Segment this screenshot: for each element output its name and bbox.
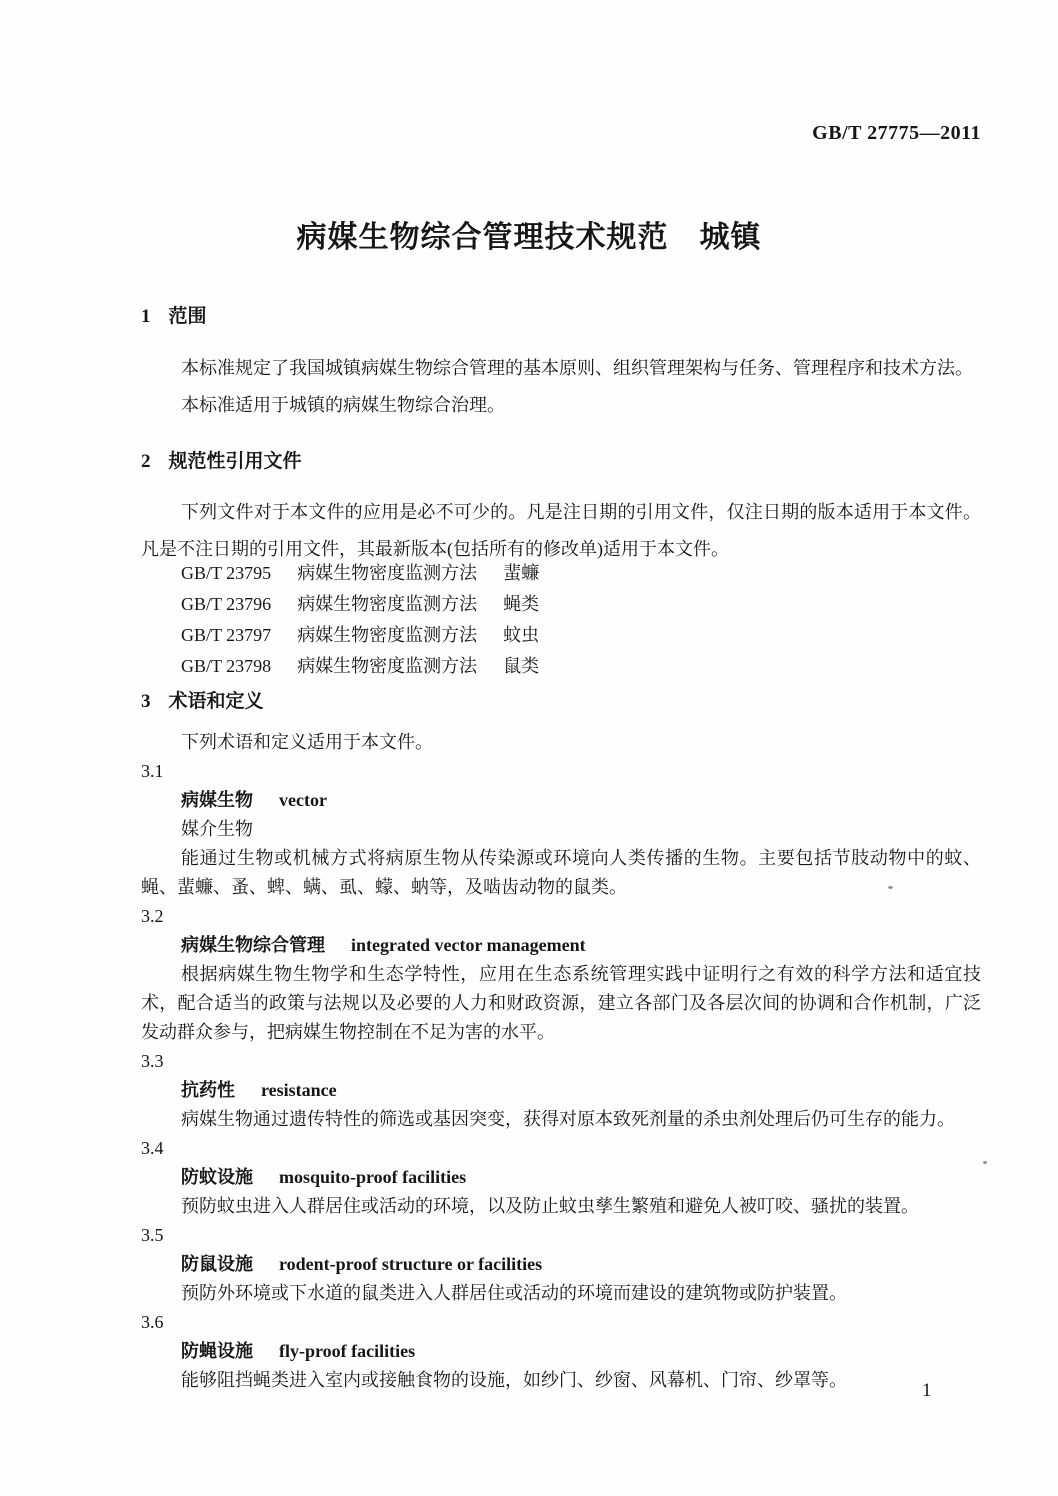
term-en: integrated vector management — [351, 935, 586, 955]
section-2-body — [141, 494, 981, 568]
reference-code: GB/T 23798 — [181, 656, 272, 676]
term-entry — [141, 1337, 981, 1366]
term-entry — [141, 786, 981, 815]
term-zh: 防蚊设施 — [181, 1167, 253, 1187]
section-title: 范围 — [168, 306, 207, 327]
section-3-heading — [141, 690, 981, 714]
term-en: resistance — [261, 1080, 337, 1100]
term-number: 3.2 — [141, 906, 164, 926]
scan-speck — [888, 886, 893, 889]
term-zh: 病媒生物 — [181, 790, 253, 810]
paragraph: 本标准适用于城镇的病媒生物综合治理。 — [181, 395, 505, 415]
term-definition: 预防外环境或下水道的鼠类进入人群居住或活动的环境而建设的建筑物或防护装置。 — [181, 1283, 847, 1303]
term-en: vector — [279, 790, 327, 810]
term-zh: 防蝇设施 — [181, 1341, 253, 1361]
reference-code: GB/T 23796 — [181, 594, 272, 614]
term-entry — [141, 931, 981, 960]
term-entry — [141, 1163, 981, 1192]
page-number: 1 — [922, 1380, 932, 1401]
term-entry — [141, 1076, 981, 1105]
standard-code: GB/T 27775—2011 — [812, 122, 981, 144]
reference-item — [141, 589, 981, 620]
terms-intro: 下列术语和定义适用于本文件。 — [181, 732, 433, 752]
term-number: 3.5 — [141, 1225, 164, 1245]
reference-code: GB/T 23795 — [181, 563, 272, 583]
normative-references-list — [141, 558, 981, 682]
reference-subject: 鼠类 — [503, 656, 540, 676]
paragraph: 下列文件对于本文件的应用是必不可少的。凡是注日期的引用文件，仅注日期的版本适用于本文件。凡是不注日期的引用文件，其最新版本(包括所有的修改单)适用于本文件。 — [141, 502, 981, 559]
term-definition: 预防蚊虫进入人群居住或活动的环境，以及防止蚊虫孳生繁殖和避免人被叮咬、骚扰的装置。 — [181, 1196, 919, 1216]
scan-speck — [983, 1161, 987, 1164]
reference-title: 病媒生物密度监测方法 — [297, 594, 478, 614]
term-number: 3.6 — [141, 1312, 164, 1332]
term-definition: 能够阻挡蝇类进入室内或接触食物的设施，如纱门、纱窗、风幕机、门帘、纱罩等。 — [181, 1370, 847, 1390]
section-1-body — [141, 350, 981, 424]
term-number: 3.1 — [141, 761, 164, 781]
term-definition: 能通过生物或机械方式将病原生物从传染源或环境向人类传播的生物。主要包括节肢动物中的蚊、蝇、蜚蠊、蚤、蜱、螨、虱、蠓、蚋等，及啮齿动物的鼠类。 — [141, 848, 981, 897]
document-title: 病媒生物综合管理技术规范 城镇 — [296, 221, 762, 254]
reference-code: GB/T 23797 — [181, 625, 272, 645]
term-zh: 病媒生物综合管理 — [181, 935, 325, 955]
reference-title: 病媒生物密度监测方法 — [297, 625, 478, 645]
terms-and-definitions — [141, 728, 981, 1395]
reference-subject: 蜚蠊 — [503, 563, 540, 583]
term-entry — [141, 1250, 981, 1279]
reference-subject: 蚊虫 — [503, 625, 540, 645]
section-number: 1 — [141, 306, 151, 327]
paragraph: 本标准规定了我国城镇病媒生物综合管理的基本原则、组织管理架构与任务、管理程序和技术方法。 — [181, 358, 973, 378]
section-number: 2 — [141, 451, 151, 472]
term-en: mosquito-proof facilities — [279, 1167, 467, 1187]
section-number: 3 — [141, 691, 151, 712]
section-title: 术语和定义 — [168, 691, 264, 712]
term-alias: 媒介生物 — [181, 819, 253, 839]
reference-title: 病媒生物密度监测方法 — [297, 563, 478, 583]
reference-item — [141, 620, 981, 651]
term-en: fly-proof facilities — [279, 1341, 416, 1361]
term-definition: 病媒生物通过遗传特性的筛选或基因突变，获得对原本致死剂量的杀虫剂处理后仍可生存的能力。 — [181, 1109, 955, 1129]
term-zh: 防鼠设施 — [181, 1254, 253, 1274]
reference-subject: 蝇类 — [503, 594, 540, 614]
section-title: 规范性引用文件 — [168, 451, 302, 472]
term-definition: 根据病媒生物生物学和生态学特性，应用在生态系统管理实践中证明行之有效的科学方法和适宜技术，配合适当的政策与法规以及必要的人力和财政资源，建立各部门及各层次间的协调和合作机制，广泛发动群众参与，把病媒生物控制在不足为害的水平。 — [141, 964, 981, 1042]
term-number: 3.3 — [141, 1051, 164, 1071]
term-number: 3.4 — [141, 1138, 164, 1158]
section-1-heading — [141, 305, 981, 329]
reference-title: 病媒生物密度监测方法 — [297, 656, 478, 676]
reference-item — [141, 558, 981, 589]
section-2-heading — [141, 450, 981, 474]
term-zh: 抗药性 — [181, 1080, 235, 1100]
reference-item — [141, 651, 981, 682]
term-en: rodent-proof structure or facilities — [279, 1254, 543, 1274]
